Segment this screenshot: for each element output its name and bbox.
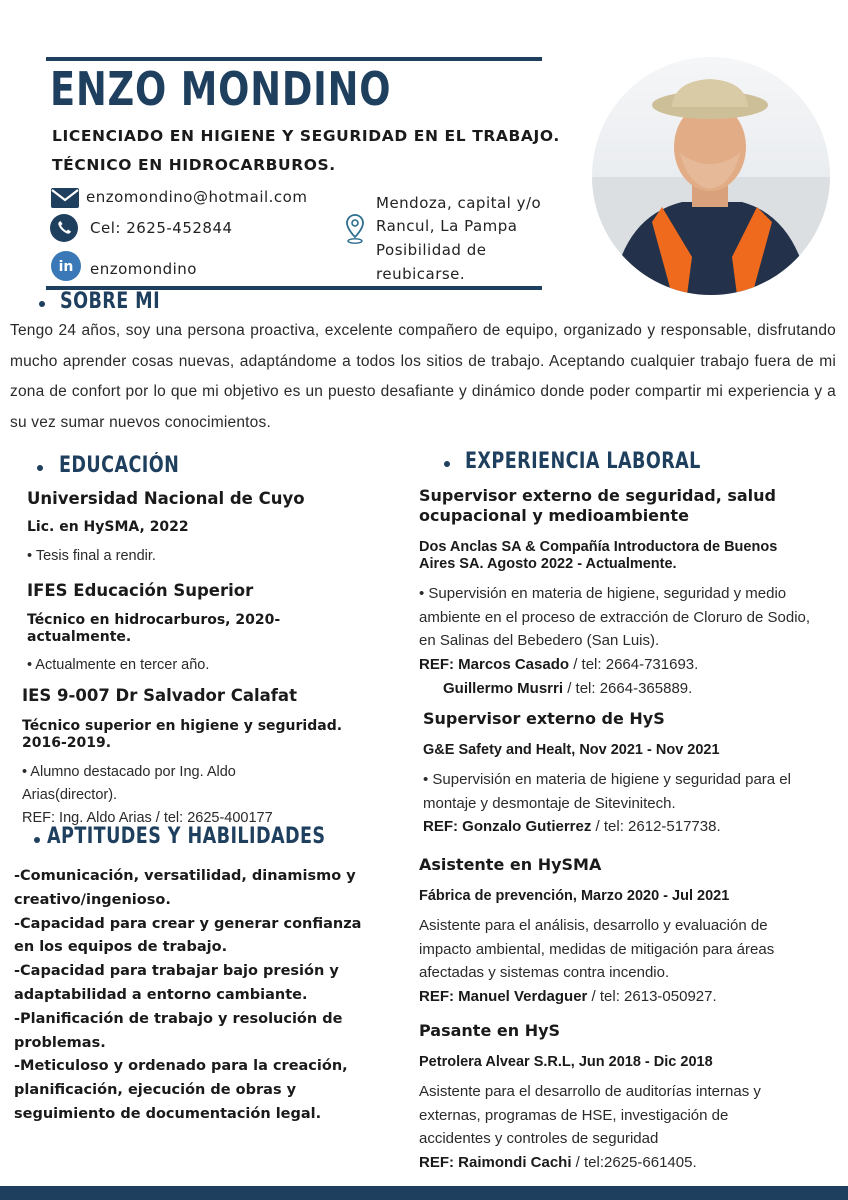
reference-name: REF: Manuel Verdaguer: [419, 988, 588, 1005]
job-company: Petrolera Alvear S.R.L, Jun 2018 - Dic 2018: [419, 1054, 713, 1070]
skill-line: -Capacidad para trabajar bajo presión y: [14, 963, 339, 980]
location-line-4: reubicarse.: [376, 265, 466, 283]
reference-phone: / tel: 2613-050927.: [587, 988, 717, 1005]
phone-icon: [50, 214, 78, 242]
job-company: Fábrica de prevención, Marzo 2020 - Jul 2021: [419, 888, 730, 904]
education-school: IES 9-007 Dr Salvador Calafat: [22, 686, 297, 705]
job-company: Dos Anclas SA & Compañía Introductora de Buenos Aires SA. Agosto 2022 - Actualmente.: [419, 539, 778, 572]
experience-bullet: [444, 461, 450, 467]
reference-phone: / tel: 2664-731693.: [569, 656, 699, 673]
education-note: • Actualmente en tercer año.: [27, 657, 210, 673]
phone-text: Cel: 2625-452844: [90, 219, 233, 237]
subtitle-technician: TÉCNICO EN HIDROCARBUROS.: [52, 156, 336, 174]
experience-heading: EXPERIENCIA LABORAL: [465, 449, 701, 474]
education-degree: Técnico superior en higiene y seguridad. 2016-2019.: [22, 718, 343, 751]
education-note: • Alumno destacado por Ing. Aldo: [22, 764, 236, 780]
location-line-1: Mendoza, capital y/o: [376, 194, 542, 212]
svg-text:in: in: [58, 259, 74, 275]
education-note: • Tesis final a rendir.: [27, 548, 156, 564]
job-title: Supervisor externo de HyS: [423, 709, 665, 728]
skill-line: seguimiento de documentación legal.: [14, 1105, 322, 1122]
about-text: Tengo 24 años, soy una persona proactiva, excelente compañero de equipo, organizado y responsable, disfrutando mucho aprender cosas nuevas, adaptándome a todos los sitios de trabajo. Aceptando cualquier trabajo fuera de mi zona de confort por lo que mi objetivo es un puesto desafiante y dinámico donde poder compartir mi experiencia y a su vez sumar nuevos conocimientos.: [10, 322, 836, 431]
reference-name: Guillermo Musrri: [443, 680, 564, 697]
education-reference: REF: Ing. Aldo Arias / tel: 2625-400177: [22, 810, 273, 826]
skills-list: [14, 865, 362, 1127]
header-top-rule: [46, 57, 542, 61]
linkedin-icon: [51, 251, 81, 281]
reference-name: REF: Gonzalo Gutierrez: [423, 818, 592, 835]
education-degree: Lic. en HySMA, 2022: [27, 519, 189, 535]
candidate-name: ENZO MONDINO: [50, 62, 392, 116]
email-text[interactable]: enzomondino@hotmail.com: [86, 188, 308, 206]
education-school: Universidad Nacional de Cuyo: [27, 489, 305, 508]
location-line-3: Posibilidad de: [376, 241, 487, 259]
education-note: Arias(director).: [22, 787, 118, 803]
job-company: G&E Safety and Healt, Nov 2021 - Nov 2021: [423, 742, 720, 758]
job-reference: [419, 985, 717, 1009]
job-reference: [443, 677, 692, 701]
job-title: Pasante en HyS: [419, 1021, 561, 1040]
job-reference: [423, 815, 721, 839]
job-description: Asistente para el análisis, desarrollo y evaluación de impacto ambiental, medidas de mitigación para áreas afectadas y sistemas contra incendio.: [419, 917, 775, 981]
about-heading: SOBRE MI: [60, 289, 161, 314]
about-bullet: [39, 301, 45, 307]
job-reference: [419, 1151, 697, 1175]
skill-line: -Planificación de trabajo y resolución de: [14, 1010, 343, 1027]
location-pin-icon: [345, 213, 365, 245]
education-bullet: [37, 465, 43, 471]
job-description: • Supervisión en materia de higiene y seguridad para el montaje y desmontaje de Sitevinitech.: [423, 771, 791, 812]
skills-bullet: [34, 837, 40, 843]
skill-line: adaptabilidad a entorno cambiante.: [14, 986, 308, 1003]
skill-line: -Meticuloso y ordenado para la creación,: [14, 1058, 348, 1075]
skill-line: problemas.: [14, 1034, 106, 1051]
skill-line: creativo/ingenioso.: [14, 891, 171, 908]
reference-phone: / tel: 2664-365889.: [563, 680, 693, 697]
education-school: IFES Educación Superior: [27, 581, 254, 600]
reference-name: REF: Raimondi Cachi: [419, 1154, 572, 1171]
reference-phone: / tel: 2612-517738.: [591, 818, 721, 835]
skill-line: -Comunicación, versatilidad, dinamismo y: [14, 868, 356, 884]
profile-photo: [592, 57, 830, 295]
location-line-2: Rancul, La Pampa: [376, 217, 518, 235]
education-heading: EDUCACIÓN: [59, 453, 180, 478]
skill-line: en los equipos de trabajo.: [14, 939, 228, 956]
skill-line: -Capacidad para crear y generar confianza: [14, 915, 362, 932]
job-description: Asistente para el desarrollo de auditorías internas y externas, programas de HSE, investigación de accidentes y controles de seguridad: [419, 1083, 761, 1147]
subtitle-degree: LICENCIADO EN HIGIENE Y SEGURIDAD EN EL TRABAJO.: [52, 127, 560, 145]
job-title: Asistente en HySMA: [419, 855, 602, 874]
job-title: Supervisor externo de seguridad, salud ocupacional y medioambiente: [419, 486, 776, 525]
job-reference: [419, 653, 698, 677]
education-degree: Técnico en hidrocarburos, 2020- actualmente.: [27, 612, 281, 645]
job-description: • Supervisión en materia de higiene, seguridad y medio ambiente en el proceso de extracción de Cloruro de Sodio, en Salinas del Bebedero (San Luis).: [419, 585, 811, 649]
linkedin-text[interactable]: enzomondino: [90, 260, 197, 278]
reference-phone: / tel:2625-661405.: [571, 1154, 697, 1171]
skill-line: planificación, ejecución de obras y: [14, 1082, 297, 1099]
email-icon: [51, 188, 79, 208]
skills-heading: APTITUDES Y HABILIDADES: [47, 824, 326, 849]
reference-name: REF: Marcos Casado: [419, 656, 570, 673]
footer-band: [0, 1186, 848, 1200]
